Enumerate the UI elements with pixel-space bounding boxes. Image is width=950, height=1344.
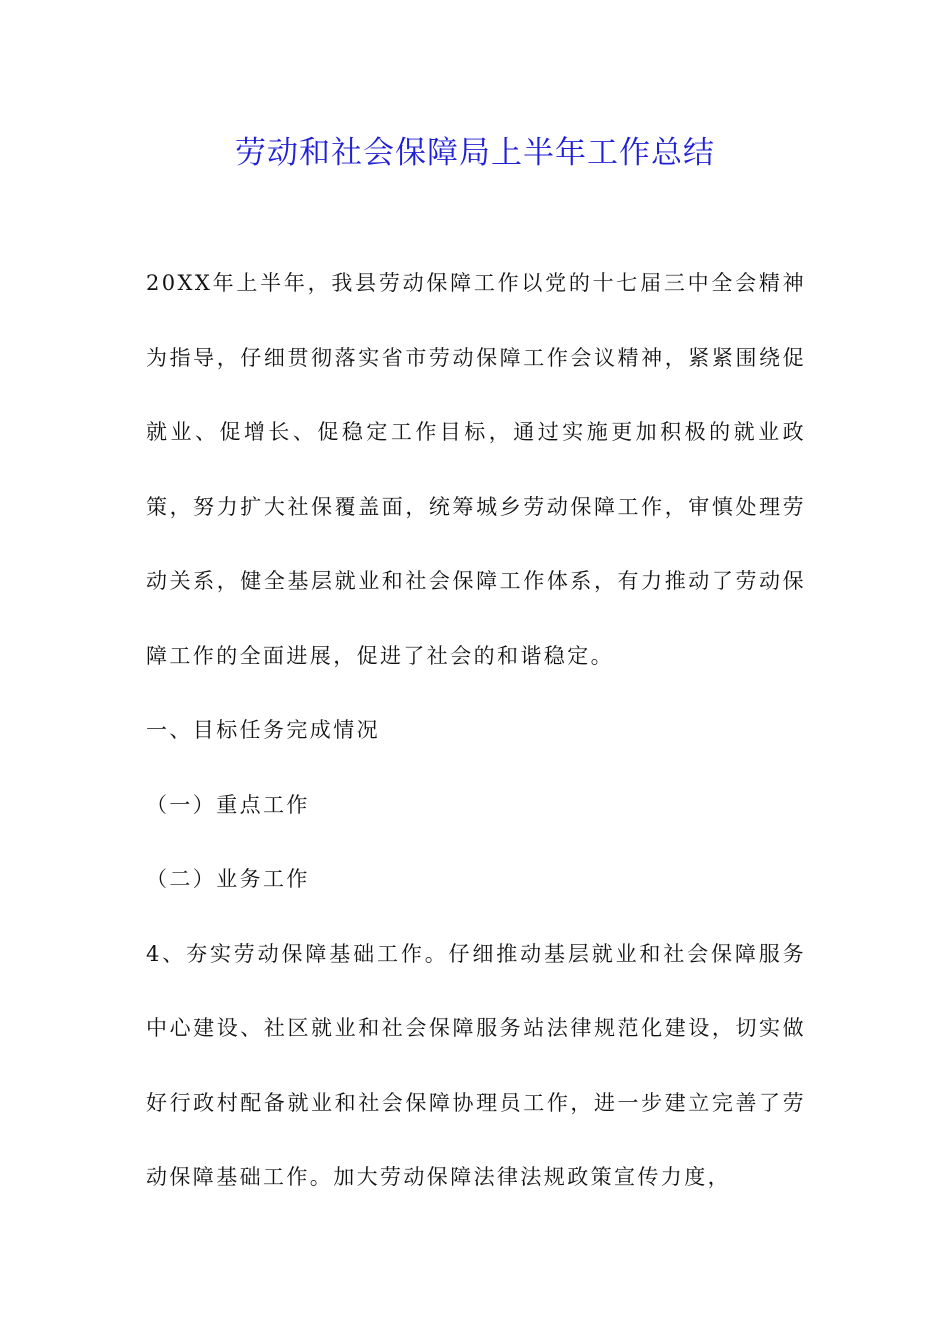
document-body (146, 246, 806, 1215)
section-heading-1: 一、目标任务完成情况 (146, 718, 380, 742)
subsection-heading-2: （二）业务工作 (146, 867, 310, 891)
intro-paragraph: 20XX年上半年，我县劳动保障工作以党的十七届三中全会精神为指导，仔细贯彻落实省市劳动保障工作会议精神，紧紧围绕促就业、促增长、促稳定工作目标，通过实施更加积极的就业政策，努力扩大社保覆盖面，统筹城乡劳动保障工作，审慎处理劳动关系，健全基层就业和社会保障工作体系，有力推动了劳动保障工作的全面进展，促进了社会的和谐稳定。 (146, 271, 806, 668)
item-4-paragraph: 4、夯实劳动保障基础工作。仔细推动基层就业和社会保障服务中心建设、社区就业和社会保障服务站法律规范化建设，切实做好行政村配备就业和社会保障协理员工作，进一步建立完善了劳动保障基础工作。加大劳动保障法律法规政策宣传力度， (146, 941, 806, 1189)
subsection-heading-1: （一）重点工作 (146, 792, 310, 817)
document-title: 劳动和社会保障局上半年工作总结 (235, 135, 715, 171)
